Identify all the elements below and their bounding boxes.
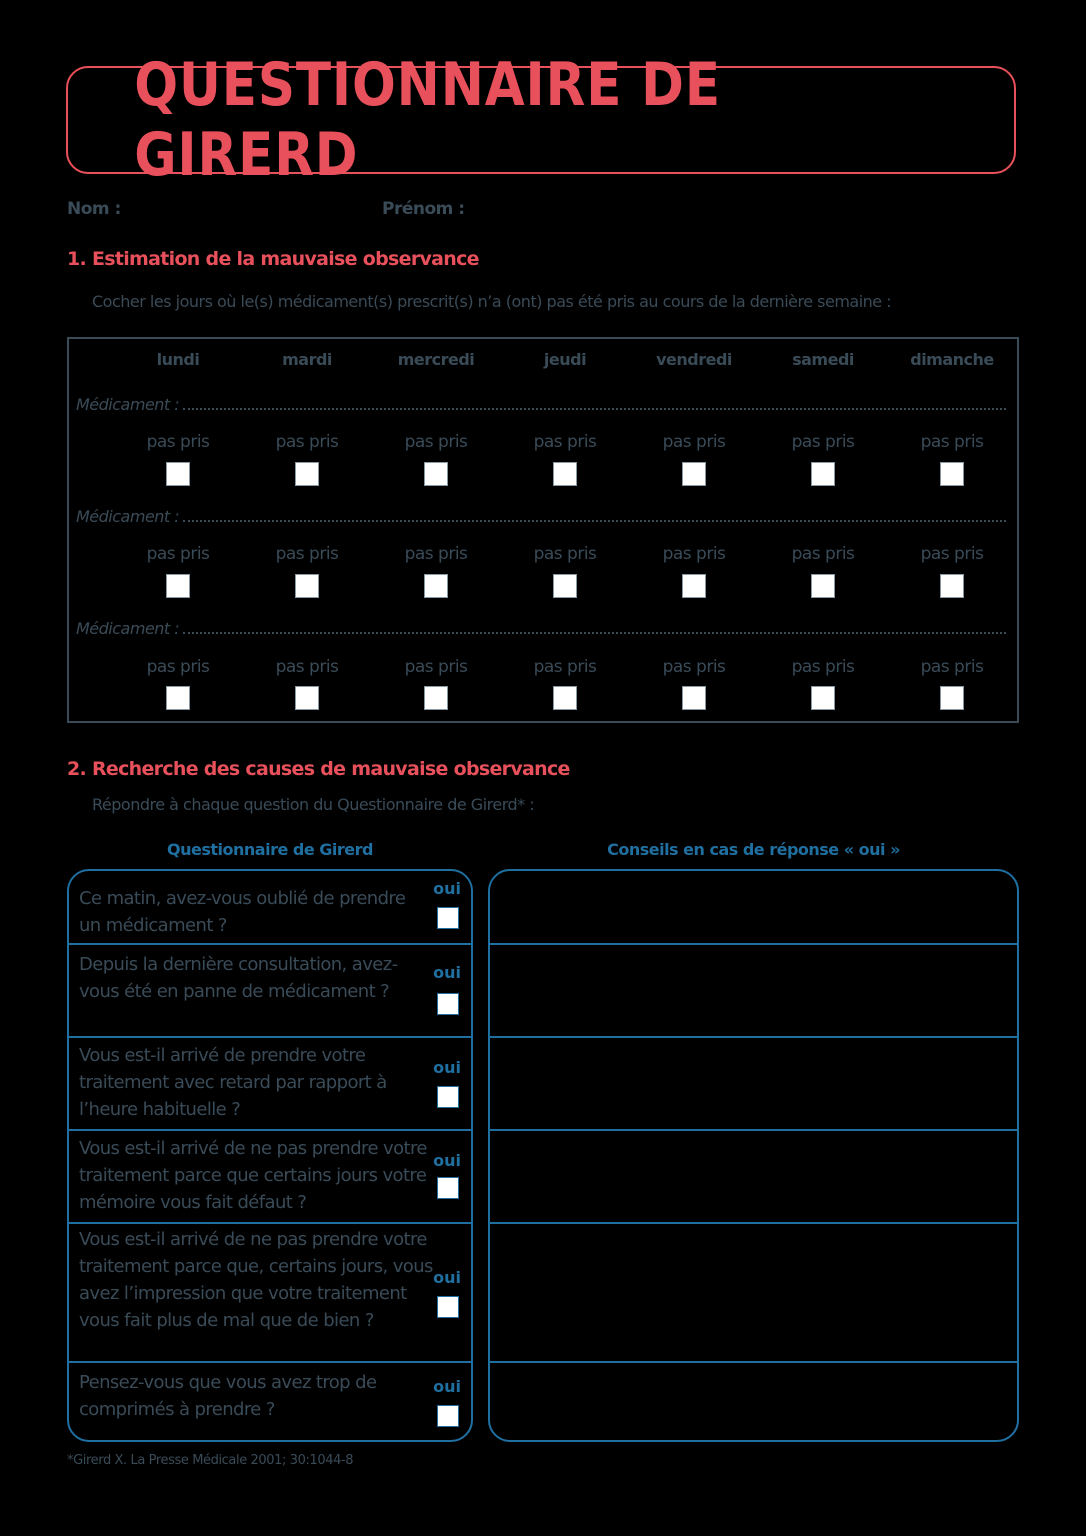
pas-pris-label: pas pris — [791, 544, 855, 564]
section2-heading: 2. Recherche des causes de mauvaise observance — [67, 758, 570, 780]
advice-cell-6[interactable] — [490, 1363, 1017, 1442]
day-jeudi: jeudi — [543, 350, 587, 369]
day-mercredi: mercredi — [397, 350, 475, 369]
pas-pris-label: pas pris — [404, 544, 468, 564]
question-row-3 — [69, 1038, 471, 1131]
medication-label: Médicament : — [76, 395, 180, 414]
checkbox-med2-dimanche[interactable] — [940, 574, 964, 598]
checkbox-med3-vendredi[interactable] — [682, 686, 706, 710]
question-row-2 — [69, 945, 471, 1038]
question-text: Vous est-il arrivé de ne pas prendre votre traitement parce que certains jours votre mémoire vous fait défaut ? — [79, 1138, 427, 1213]
pas-pris-label: pas pris — [920, 432, 984, 452]
advice-table — [488, 869, 1019, 1442]
footnote-citation: *Girerd X. La Presse Médicale 2001; 30:1044-8 — [67, 1453, 354, 1468]
questions-table — [67, 869, 473, 1442]
day-lundi: lundi — [156, 350, 200, 369]
medication-row-2 — [76, 507, 1006, 526]
medication-label: Médicament : — [76, 507, 180, 526]
medication-name-field[interactable] — [183, 408, 1006, 410]
checkbox-med2-mardi[interactable] — [295, 574, 319, 598]
question-row-1 — [69, 871, 471, 945]
oui-label: oui — [433, 963, 461, 982]
section1-instruction: Cocher les jours où le(s) médicament(s) prescrit(s) n’a (ont) pas été pris au cours de la dernière semaine : — [92, 292, 892, 311]
nom-label: Nom : — [67, 199, 121, 219]
medication-name-field[interactable] — [183, 520, 1006, 522]
pas-pris-label: pas pris — [146, 544, 210, 564]
checkbox-med3-dimanche[interactable] — [940, 686, 964, 710]
checkbox-med2-jeudi[interactable] — [553, 574, 577, 598]
advice-cell-3[interactable] — [490, 1038, 1017, 1131]
pas-pris-label: pas pris — [533, 657, 597, 677]
oui-label: oui — [433, 879, 461, 898]
pas-pris-label: pas pris — [662, 544, 726, 564]
section2-instruction: Répondre à chaque question du Questionnaire de Girerd* : — [92, 795, 535, 814]
question-text: Vous est-il arrivé de prendre votre traitement avec retard par rapport à l’heure habituelle ? — [79, 1045, 387, 1120]
day-samedi: samedi — [792, 350, 854, 369]
checkbox-med3-mercredi[interactable] — [424, 686, 448, 710]
title-banner — [66, 50, 1016, 190]
pas-pris-label: pas pris — [146, 432, 210, 452]
advice-cell-5[interactable] — [490, 1224, 1017, 1363]
pas-pris-label: pas pris — [275, 544, 339, 564]
checkbox-med1-mercredi[interactable] — [424, 462, 448, 486]
advice-cell-1[interactable] — [490, 871, 1017, 945]
medication-row-3 — [76, 619, 1006, 638]
oui-checkbox-q1[interactable] — [437, 907, 459, 929]
checkbox-med1-jeudi[interactable] — [553, 462, 577, 486]
question-row-6 — [69, 1363, 471, 1442]
day-dimanche: dimanche — [910, 350, 994, 369]
checkbox-med1-lundi[interactable] — [166, 462, 190, 486]
checkbox-med1-samedi[interactable] — [811, 462, 835, 486]
pas-pris-label: pas pris — [920, 657, 984, 677]
page-title: QUESTIONNAIRE DE GIRERD — [134, 50, 721, 190]
advice-cell-4[interactable] — [490, 1131, 1017, 1224]
oui-checkbox-q2[interactable] — [437, 993, 459, 1015]
oui-label: oui — [433, 1058, 461, 1077]
pas-pris-label: pas pris — [662, 657, 726, 677]
checkbox-med3-jeudi[interactable] — [553, 686, 577, 710]
oui-checkbox-q6[interactable] — [437, 1405, 459, 1427]
checkbox-med2-mercredi[interactable] — [424, 574, 448, 598]
pas-pris-label: pas pris — [533, 544, 597, 564]
prenom-label: Prénom : — [382, 199, 465, 219]
medication-label: Médicament : — [76, 619, 180, 638]
oui-label: oui — [433, 1268, 461, 1287]
section1-heading: 1. Estimation de la mauvaise observance — [67, 248, 479, 270]
day-mardi: mardi — [282, 350, 332, 369]
pas-pris-label: pas pris — [146, 657, 210, 677]
question-row-4 — [69, 1131, 471, 1224]
checkbox-med1-mardi[interactable] — [295, 462, 319, 486]
checkbox-med1-dimanche[interactable] — [940, 462, 964, 486]
checkbox-med3-samedi[interactable] — [811, 686, 835, 710]
question-text: Ce matin, avez-vous oublié de prendre un médicament ? — [79, 888, 406, 936]
column-header-advice: Conseils en cas de réponse « oui » — [607, 840, 900, 859]
checkbox-med2-samedi[interactable] — [811, 574, 835, 598]
pas-pris-label: pas pris — [275, 657, 339, 677]
checkbox-med2-vendredi[interactable] — [682, 574, 706, 598]
pas-pris-label: pas pris — [404, 432, 468, 452]
checkbox-med1-vendredi[interactable] — [682, 462, 706, 486]
question-text: Pensez-vous que vous avez trop de comprimés à prendre ? — [79, 1372, 377, 1420]
medication-row-1 — [76, 395, 1006, 414]
oui-checkbox-q3[interactable] — [437, 1086, 459, 1108]
question-text: Depuis la dernière consultation, avez-vous été en panne de médicament ? — [79, 954, 398, 1002]
advice-cell-2[interactable] — [490, 945, 1017, 1038]
checkbox-med3-mardi[interactable] — [295, 686, 319, 710]
pas-pris-label: pas pris — [404, 657, 468, 677]
column-header-questions: Questionnaire de Girerd — [167, 840, 373, 859]
oui-checkbox-q5[interactable] — [437, 1296, 459, 1318]
pas-pris-label: pas pris — [920, 544, 984, 564]
pas-pris-label: pas pris — [662, 432, 726, 452]
pas-pris-label: pas pris — [791, 657, 855, 677]
medication-name-field[interactable] — [183, 632, 1006, 634]
checkbox-med3-lundi[interactable] — [166, 686, 190, 710]
day-vendredi: vendredi — [656, 350, 732, 369]
oui-label: oui — [433, 1377, 461, 1396]
question-row-5 — [69, 1224, 471, 1363]
oui-label: oui — [433, 1151, 461, 1170]
pas-pris-label: pas pris — [791, 432, 855, 452]
pas-pris-label: pas pris — [275, 432, 339, 452]
checkbox-med2-lundi[interactable] — [166, 574, 190, 598]
question-text: Vous est-il arrivé de ne pas prendre votre traitement parce que, certains jours, vous avez l’impression que votre traitement vous fait plus de mal que de bien ? — [79, 1229, 433, 1331]
pas-pris-label: pas pris — [533, 432, 597, 452]
oui-checkbox-q4[interactable] — [437, 1177, 459, 1199]
